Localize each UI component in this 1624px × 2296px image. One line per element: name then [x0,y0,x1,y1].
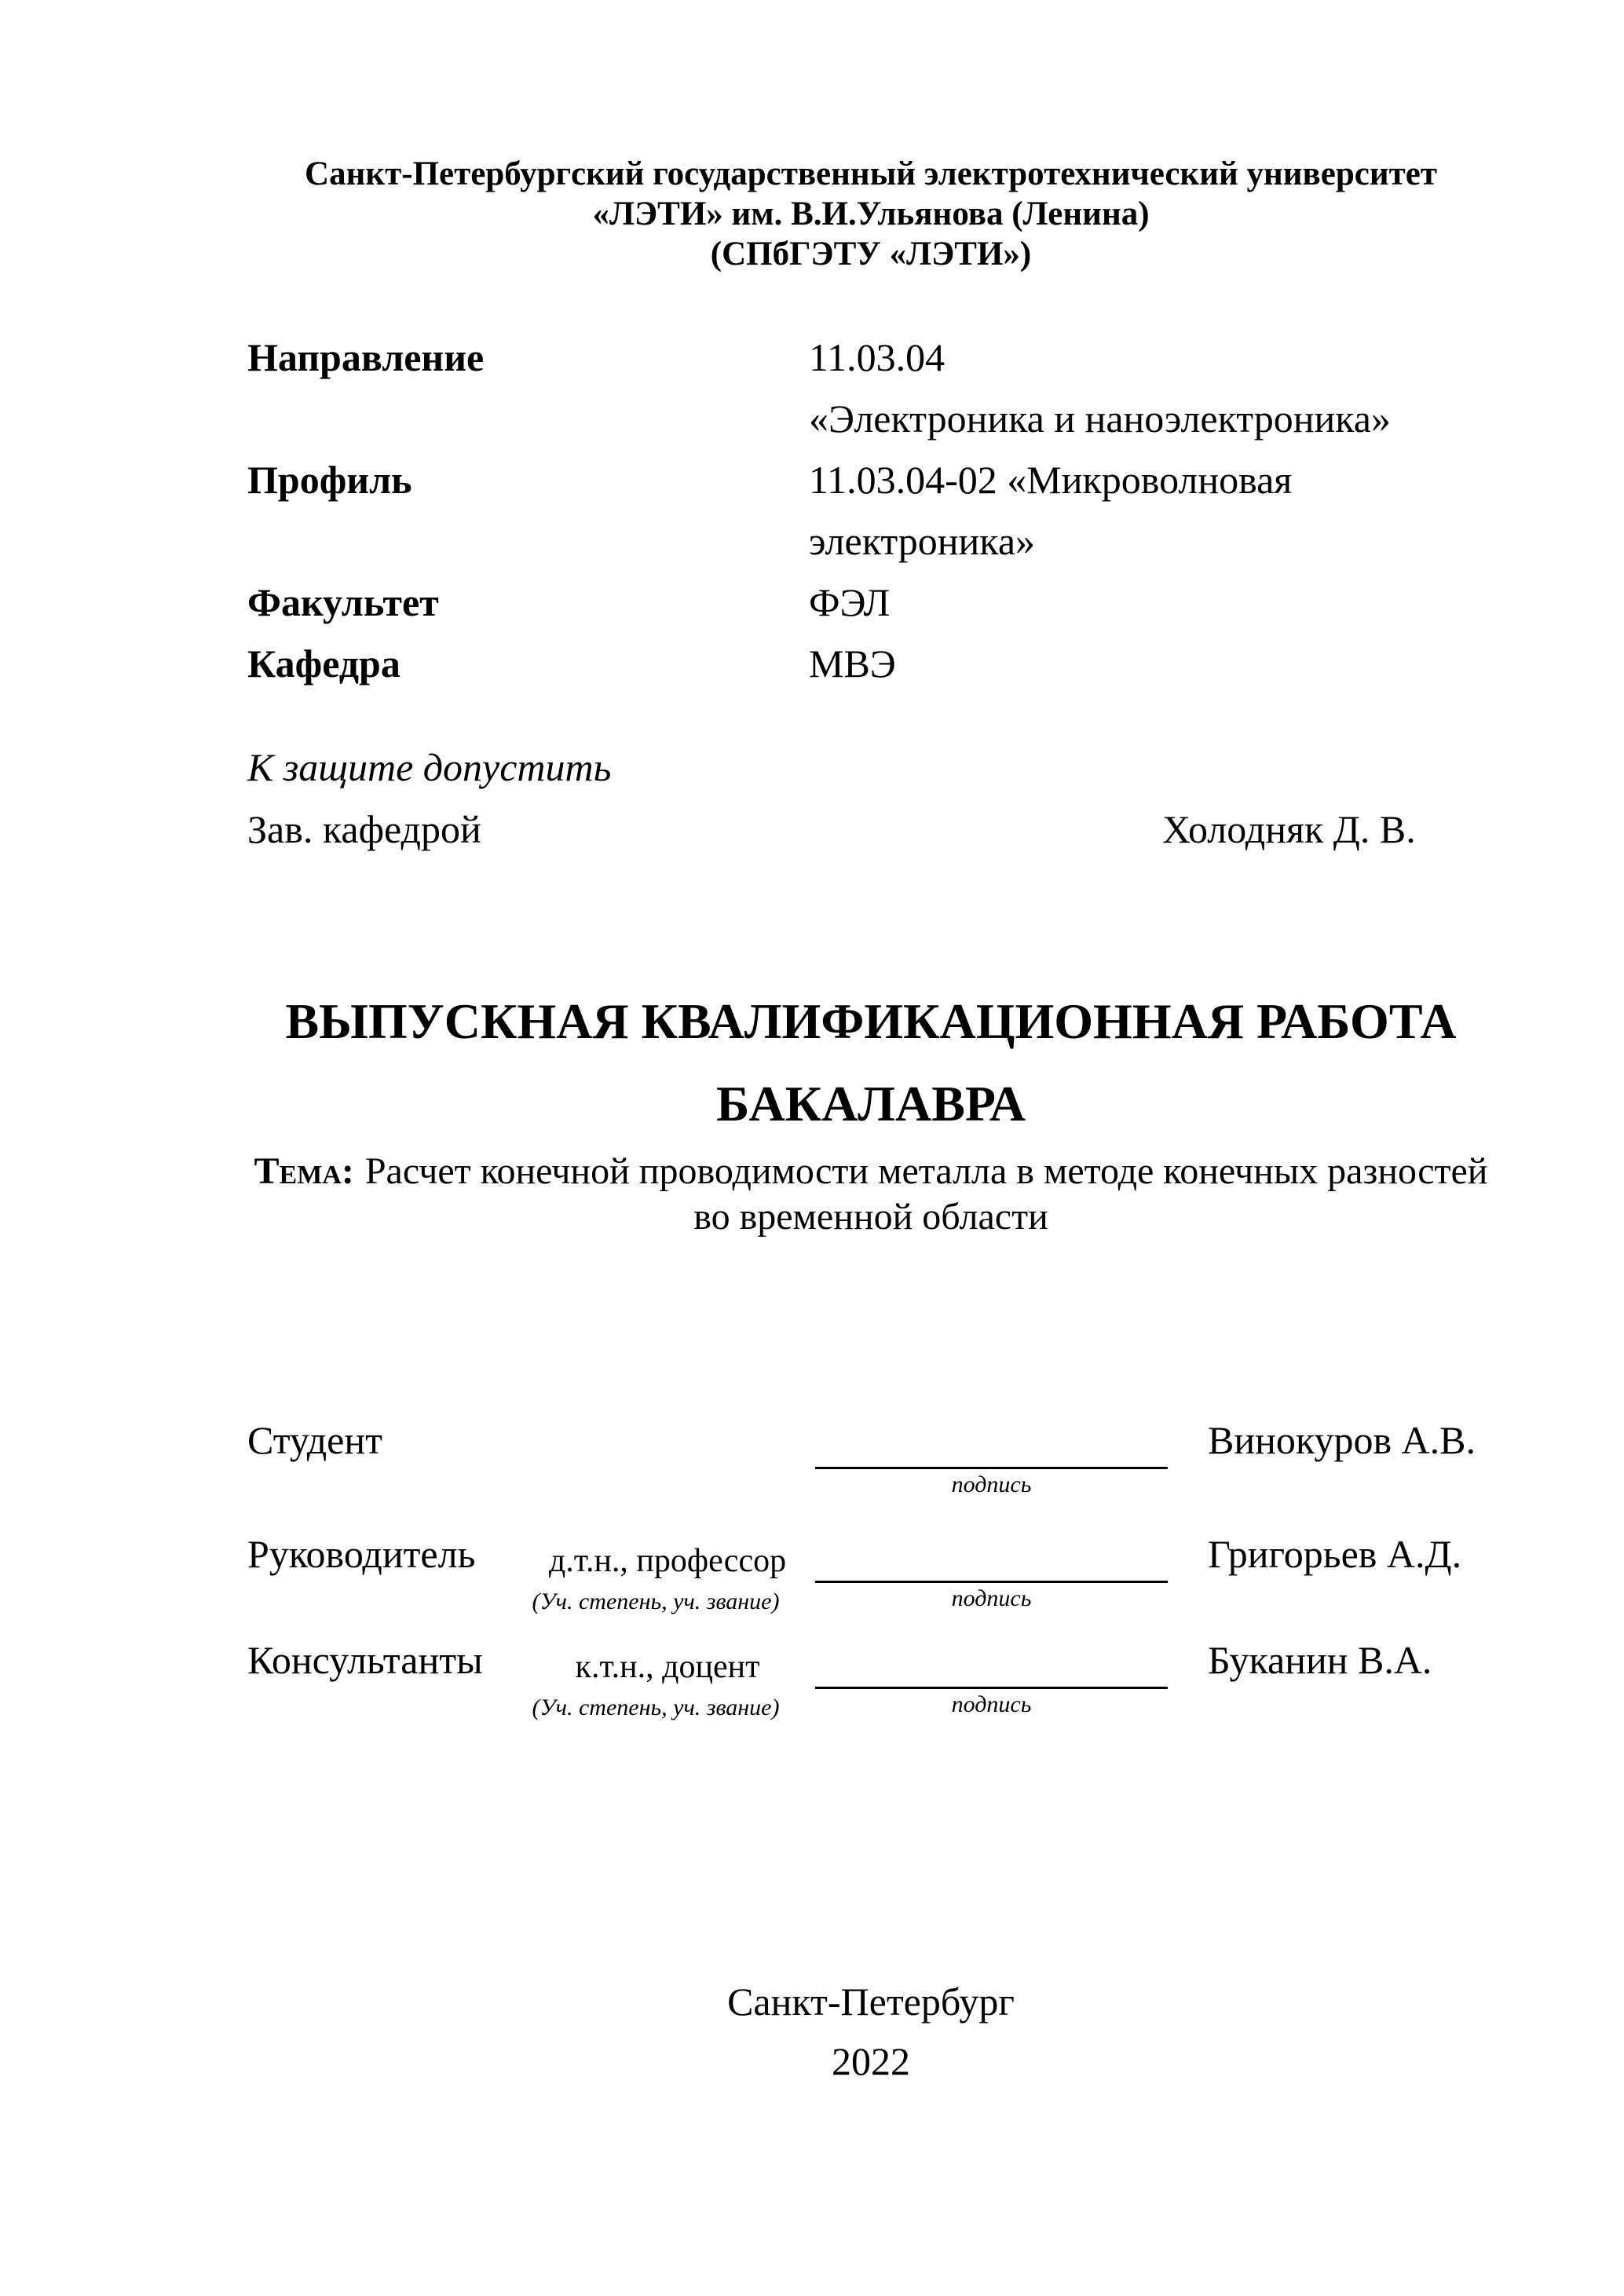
direction-value [809,327,1494,449]
thesis-topic [247,1149,1494,1240]
topic-text: Расчет конечной проводимости металла в методе конечных разностей [364,1150,1488,1192]
signature-caption: подпись [951,1472,1032,1497]
signature-row-supervisor [247,1531,1494,1629]
info-row-direction [247,327,1494,449]
info-row-profile [247,449,1494,572]
profile-value [809,449,1494,572]
degree-caption: (Уч. степень, уч. звание) [532,1589,780,1614]
degree-caption: (Уч. степень, уч. звание) [532,1695,780,1720]
signature-line [815,1467,1168,1469]
university-name-line: «ЛЭТИ» им. В.И.Ульянова (Ленина) [592,196,1150,232]
thesis-topic-line [247,1149,1494,1194]
direction-title: «Электроника и наноэлектроника» [809,397,1391,441]
faculty-value [809,572,1494,633]
university-header [247,154,1494,274]
document-title-line: ВЫПУСКНАЯ КВАЛИФИКАЦИОННАЯ РАБОТА [285,993,1457,1049]
faculty-abbreviation: ФЭЛ [809,580,891,624]
student-name: Винокуров А.В. [1208,1418,1476,1462]
admission-statement: К защите допустить [247,745,612,789]
supervisor-role-label: Руководитель [247,1532,476,1576]
department-head-role: Зав. кафедрой [247,807,481,851]
signature-line [815,1687,1168,1689]
info-row-department [247,633,1494,694]
signature-row-student [247,1417,1494,1515]
profile-code: 11.03.04-02 «Микроволновая [809,458,1293,502]
faculty-label: Факультет [247,580,439,624]
signature-caption: подпись [951,1585,1032,1611]
document-title-line: БАКАЛАВРА [715,1076,1026,1132]
signature-line [815,1581,1168,1583]
topic-label: Тема: [254,1150,354,1192]
consultant-name: Буканин В.А. [1208,1638,1432,1682]
university-abbreviation-line: (СПбГЭТУ «ЛЭТИ») [710,236,1032,272]
consultants-role-label: Консультанты [247,1638,483,1682]
supervisor-degree: д.т.н., профессор [548,1543,787,1579]
supervisor-name: Григорьев А.Д. [1208,1532,1462,1576]
thesis-topic-line: во временной области [693,1196,1048,1238]
signature-caption: подпись [951,1691,1032,1717]
department-head-row [247,806,1494,852]
program-info-table [247,327,1494,694]
footer-city: Санкт-Петербург [727,1980,1015,2024]
document-title [247,980,1494,1145]
direction-code: 11.03.04 [809,335,946,379]
profile-label: Профиль [247,458,412,502]
signature-row-consultants [247,1637,1494,1735]
info-row-faculty [247,572,1494,633]
department-label: Кафедра [247,642,401,686]
department-value [809,633,1494,694]
department-head-name: Холодняк Д. В. [1162,807,1416,851]
student-role-label: Студент [247,1418,382,1462]
university-name-line: Санкт-Петербургский государственный электротехнический университет [305,155,1437,192]
footer [247,1972,1494,2091]
department-abbreviation: МВЭ [809,642,896,686]
consultant-degree: к.т.н., доцент [575,1649,760,1685]
direction-label: Направление [247,335,485,379]
profile-title: электроника» [809,519,1036,563]
footer-year: 2022 [832,2039,910,2083]
